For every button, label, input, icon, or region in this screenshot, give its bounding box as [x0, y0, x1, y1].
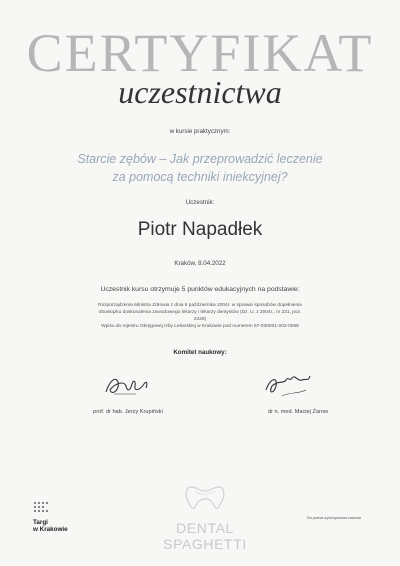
participant-name: Piotr Napadłek	[137, 219, 263, 240]
legal-basis	[95, 303, 305, 331]
targi-dots-icon	[33, 501, 55, 513]
certificate-title: CERTYFIKAT	[26, 23, 374, 83]
committee-member-1: prof. dr hab. Jerzy Krupiński	[93, 409, 163, 415]
dental-spaghetti-logo	[145, 483, 265, 552]
signature-zarow	[262, 372, 322, 400]
course-title-line-1: Starcie zębów – Jak przeprowadzić leczenie	[77, 152, 323, 166]
committee-member-2: dr n. med. Maciej Żarow	[268, 409, 328, 415]
points-statement: Uczestnik kursu otrzymuje 5 punktów edukacyjnych na podstawie:	[100, 286, 300, 293]
participant-label: Uczestnik:	[185, 199, 215, 206]
course-title-line-2: za pomocą techniki iniekcyjnej?	[112, 170, 288, 185]
legal-basis-line-2: obowiązku doskonalenia zawodowego lekarzy i lekarzy dentystów (Dz. U. z 2004r., nr 231, poz. 2326)	[98, 309, 302, 322]
dental-spaghetti-wordmark: DENTAL SPAGHETTI	[163, 520, 247, 552]
legal-basis-line-1: Rozporządzenia Ministra Zdrowia z dnia 6 października 2004r. w sprawie sposobów dopełnienia	[98, 303, 302, 308]
course-title	[0, 150, 400, 186]
issue-date: Kraków, 8.04.2022	[174, 260, 226, 267]
targi-logo-line-2: w Krakowie	[33, 525, 68, 533]
rights-note: Do prawa wykonywania zawodu	[306, 516, 361, 520]
signature-krupinski	[100, 372, 160, 400]
targi-logo-line-1: Targi	[33, 519, 48, 526]
targi-w-krakowie-logo	[33, 500, 73, 534]
committee-label: Komitet naukowy:	[173, 349, 227, 356]
course-label: w kursie praktycznym:	[169, 128, 231, 135]
legal-basis-line-3: Wpisu do rejestru Okręgowej Izby Lekarskiej w Krakowie pod numerem 57-030001-002-0058	[101, 323, 299, 329]
targi-logo-text	[33, 520, 73, 534]
certificate-subtitle: uczestnictwa	[118, 74, 282, 110]
tooth-icon	[181, 483, 229, 513]
